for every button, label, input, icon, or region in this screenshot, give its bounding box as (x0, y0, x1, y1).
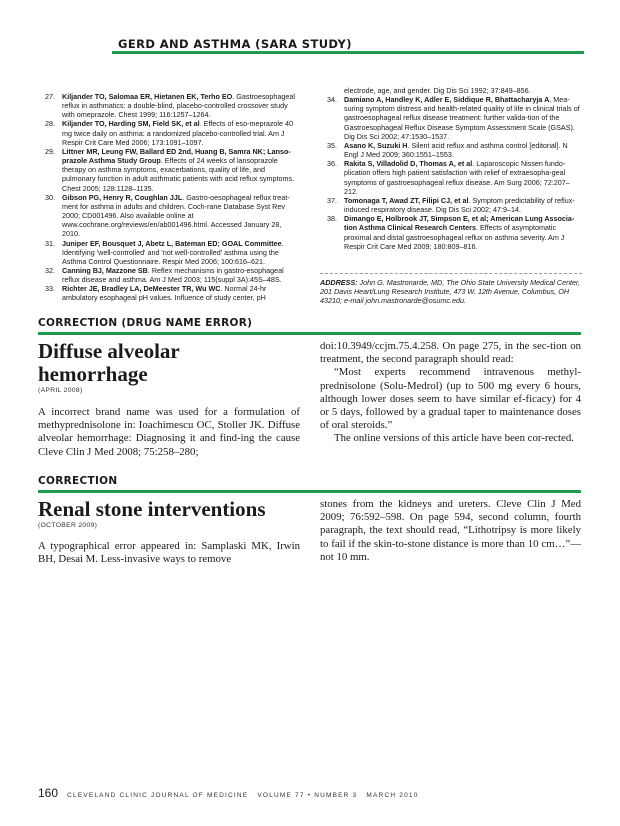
reference-number: 28. (45, 119, 55, 129)
reference-text: . Effects of 24 weeks of lansoprazole therapy on asthma symptoms, exacerbations, quality of life, and pulmonary function in adult asthmatic patients with acid reflux symptoms. Chest 2005; 128:1128–1135. (62, 156, 295, 193)
reference-item (38, 239, 300, 266)
correction-1-right-paragraph-2: “Most experts recommend intravenous methyl-prednisolone (Solu-Medrol) (up to 500 mg every 6 hours, although lower doses seem to have similar ef-ficacy) for 4 or 5 days, followed by a gradual taper to maintenance doses of oral steroids.” (320, 366, 581, 432)
issue-number: NUMBER 3 (314, 792, 358, 799)
reference-number: 32. (45, 265, 55, 275)
reference-number: 31. (45, 238, 55, 248)
correction-2-rule (38, 490, 581, 493)
reference-item (320, 214, 580, 251)
correction-1-right-column (320, 340, 581, 446)
reference-text: . Gastroesophageal reflux in asthmatics: a double-blind, placebo-controlled crossover study with omeprazole. Chest 1999; 116:1257–1264. (62, 92, 296, 120)
journal-name: CLEVELAND CLINIC JOURNAL OF MEDICINE (67, 792, 249, 799)
reference-item (38, 92, 300, 119)
reference-number: 36. (327, 159, 337, 169)
correction-2-left-paragraph: A typographical error appeared in: Samplaski MK, Irwin BH, Desai M. Less-invasive ways to remove (38, 540, 300, 566)
reference-text: . Silent acid reflux and asthma control [editorial]. N Engl J Med 2009; 360:1551–1553. (344, 140, 568, 160)
reference-authors: Richter JE, Bradley LA, DeMeester TR, Wu WC (62, 284, 221, 294)
reference-item (38, 119, 300, 146)
reference-text: . Reflex mechanisms in gastro-esophageal reflux disease and asthma. Am J Med 2003; 115(suppl 3A):45S–48S. (62, 265, 284, 285)
correction-1-label: CORRECTION (DRUG NAME ERROR) (38, 317, 253, 329)
reference-number: 30. (45, 192, 55, 202)
reference-item (38, 284, 300, 302)
footer-bullet: • (307, 792, 312, 799)
correction-2-label: CORRECTION (38, 475, 118, 487)
reference-authors: Kiljander TO, Salomaa ER, Hietanen EK, Terho EO (62, 92, 233, 101)
volume: VOLUME 77 (257, 792, 305, 799)
address-label: ADDRESS: (320, 278, 358, 287)
reference-text: . Effects of asymptomatic proximal and distal gastroesophageal reflux on asthma severity. Am J Respir Crit Care Med 2009; 180:809–816. (344, 223, 565, 251)
reference-text: . Symptom predictability of reflux-induced respiratory disease. Dig Dis Sci 2002; 47:9–14. (344, 195, 575, 215)
reference-number: 38. (327, 214, 337, 224)
references-right-column (320, 86, 580, 251)
correction-1-title (38, 340, 180, 386)
reference-authors: Dimango E, Holbrook JT, Simpson E, et al; American Lung Associa-tion Asthma Clinical Research Centers (344, 214, 575, 233)
correction-1-date: (APRIL 2008) (38, 387, 83, 394)
correction-2-right-column (320, 498, 581, 564)
reference-item (320, 86, 580, 95)
reference-item (320, 159, 580, 196)
reference-text: . Identifying 'well-controlled' and 'not well-controlled' asthma using the Asthma Control Questionnaire. Respir Med 2006; 100:616–621. (62, 238, 284, 266)
running-header: GERD AND ASTHMA (SARA STUDY) (118, 37, 352, 51)
reference-text: . Laparoscopic Nissen fundo-plication offers high patient satisfaction with relief of extraesopha-geal symptoms of gastroesophageal reflux disease. Am Surg 2006; 72:207–212. (344, 159, 570, 196)
reference-authors: Tomonaga T, Awad ZT, Filipi CJ, et al (344, 195, 469, 205)
correction-1-rule (38, 332, 581, 335)
correction-1-left-column (38, 406, 300, 459)
reference-item (320, 95, 580, 141)
reference-authors: Kiljander TO, Harding SM, Field SK, et al (62, 119, 200, 129)
reference-authors: Damiano A, Handley K, Adler E, Siddique R, Bhattacharyja A (344, 95, 550, 105)
correction-2-right-paragraph: stones from the kidneys and ureters. Cleve Clin J Med 2009; 76:592–598. On page 594, second column, fourth paragraph, the text should read, “Lithotripsy is more likely to fail if the skin-to-stone distance is more than 10 cm…”—not 10 mm. (320, 498, 581, 563)
reference-item (38, 193, 300, 239)
reference-number: 33. (45, 284, 55, 294)
correction-1-right-paragraph-3: The online versions of this article have been cor-rected. (334, 432, 574, 445)
issue-date: MARCH 2010 (366, 792, 419, 799)
reference-item (38, 147, 300, 193)
correction-2-date: (OCTOBER 2009) (38, 522, 98, 529)
reference-number: 35. (327, 140, 337, 150)
reference-item (320, 196, 580, 214)
correction-1-left-paragraph: A incorrect brand name was used for a formulation of methyprednisolone in: Ioachimescu OC, Stoller JK. Diffuse alveolar hemorrhage: Diagnosing it and find-ing the cause Cleve Clin J Med 2008; 75:258–280; (38, 406, 300, 458)
reference-number: 27. (45, 92, 55, 101)
correction-2-title: Renal stone interventions (38, 497, 266, 521)
reference-text: electrode, age, and gender. Dig Dis Sci 1992; 37:849–856. (344, 86, 531, 95)
reference-number: 37. (327, 195, 337, 205)
reference-authors: Rakita S, Villadolid D, Thomas A, et al (344, 159, 473, 169)
author-address (320, 273, 582, 305)
reference-item (38, 266, 300, 284)
correction-1-title-line-2: hemorrhage (38, 362, 148, 386)
correction-1-right-paragraph-1: doi:10.3949/ccjm.75.4.258. On page 275, in the sec-tion on treatment, the second paragraph should read: (320, 340, 581, 366)
reference-authors: Canning BJ, Mazzone SB (62, 265, 148, 275)
reference-authors: Gibson PG, Henry R, Coughlan JJL (62, 192, 183, 202)
reference-number: 34. (327, 95, 337, 105)
correction-2-left-column (38, 540, 300, 566)
page-number: 160 (38, 786, 59, 800)
references-left-column (38, 92, 300, 303)
reference-authors: Asano K, Suzuki H (344, 140, 408, 150)
reference-authors: Littner MR, Leung FW, Ballard ED 2nd, Huang B, Samra NK; Lanso-prazole Asthma Study Group (62, 146, 291, 166)
reference-authors: Juniper EF, Bousquet J, Abetz L, Bateman ED; GOAL Committee (62, 238, 282, 248)
reference-text: . Normal 24-hr ambulatory esophageal pH values. Influence of study center, pH (62, 284, 267, 303)
reference-text: . Effects of eso-meprazole 40 mg twice daily on asthma: a randomized placebo-controlled trial. Am J Respir Crit Care Med 2006; 173:1091–1097. (62, 119, 294, 147)
correction-1-title-line-1: Diffuse alveolar (38, 339, 180, 363)
page-footer (38, 786, 581, 800)
reference-number: 29. (45, 146, 55, 156)
reference-item (320, 141, 580, 159)
reference-text: . Mea-suring symptom distress and health-related quality of life in clinical trials of gastroesophageal reflux disease treatment: further valida-tion of the Gastroesophageal Reflux Disease Symptom Assessment Scale (GSAS). Dig Dis Sci 2002; 47:1530–1537. (344, 95, 580, 141)
reference-text: . Gastro-oesophageal reflux treat-ment for asthma in adults and children. Coch-rane Database Syst Rev 2000; CD001496. Also available online at www.cochrane.org/reviews/en/ab001496.html. Accessed January 28, 2010. (62, 192, 290, 239)
address-text: John G. Mastronarde, MD, The Ohio State University Medical Center, 201 Davis Heart/Lung Research Institute, 473 W. 12th Avenue, Columbus, OH 43210; e-mail john.mastronarde@osumc.edu. (320, 278, 581, 305)
